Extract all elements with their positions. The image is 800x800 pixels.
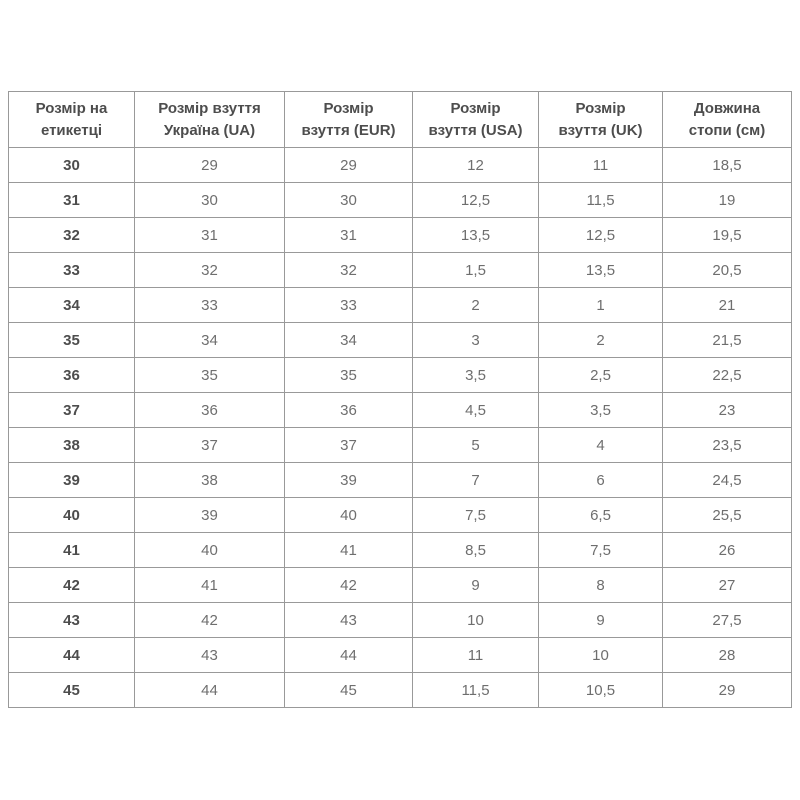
cell-ua-size: 33 [135,288,285,323]
cell-label-size: 35 [9,323,135,358]
cell-uk-size: 8 [539,568,663,603]
cell-ua-size: 31 [135,218,285,253]
table-row [9,498,792,533]
cell-eur-size: 42 [285,568,413,603]
cell-foot-length: 27 [663,568,792,603]
cell-ua-size: 41 [135,568,285,603]
column-header-label-size [9,92,135,148]
cell-uk-size: 6 [539,463,663,498]
cell-eur-size: 44 [285,638,413,673]
header-line: взуття (EUR) [301,121,396,139]
cell-usa-size: 5 [413,428,539,463]
table-row [9,673,792,708]
table-container [8,91,792,708]
cell-ua-size: 43 [135,638,285,673]
header-line: Довжина [693,99,761,117]
cell-ua-size: 38 [135,463,285,498]
cell-foot-length: 22,5 [663,358,792,393]
cell-foot-length: 19 [663,183,792,218]
cell-foot-length: 24,5 [663,463,792,498]
header-line: Розмір на [35,99,108,117]
cell-usa-size: 11,5 [413,673,539,708]
table-row [9,148,792,183]
cell-ua-size: 39 [135,498,285,533]
cell-eur-size: 32 [285,253,413,288]
header-line: етикетці [40,121,103,139]
cell-uk-size: 11 [539,148,663,183]
table-row [9,323,792,358]
cell-label-size: 33 [9,253,135,288]
cell-uk-size: 1 [539,288,663,323]
cell-foot-length: 27,5 [663,603,792,638]
cell-label-size: 37 [9,393,135,428]
cell-foot-length: 23 [663,393,792,428]
cell-label-size: 38 [9,428,135,463]
column-header-usa-size [413,92,539,148]
cell-label-size: 40 [9,498,135,533]
cell-foot-length: 28 [663,638,792,673]
cell-ua-size: 29 [135,148,285,183]
table-header [9,92,792,148]
cell-eur-size: 30 [285,183,413,218]
cell-foot-length: 20,5 [663,253,792,288]
cell-usa-size: 2 [413,288,539,323]
table-row [9,638,792,673]
header-line: взуття (UK) [558,121,643,139]
cell-ua-size: 44 [135,673,285,708]
cell-ua-size: 36 [135,393,285,428]
cell-usa-size: 10 [413,603,539,638]
column-header-foot-length [663,92,792,148]
cell-label-size: 39 [9,463,135,498]
column-header-ua-size [135,92,285,148]
cell-uk-size: 11,5 [539,183,663,218]
table-body [9,148,792,708]
table-row [9,358,792,393]
cell-uk-size: 2,5 [539,358,663,393]
cell-label-size: 32 [9,218,135,253]
cell-eur-size: 31 [285,218,413,253]
table-row [9,393,792,428]
cell-label-size: 41 [9,533,135,568]
cell-label-size: 42 [9,568,135,603]
cell-uk-size: 12,5 [539,218,663,253]
header-line: Розмір взуття [158,99,261,117]
cell-label-size: 44 [9,638,135,673]
cell-usa-size: 13,5 [413,218,539,253]
cell-ua-size: 30 [135,183,285,218]
cell-uk-size: 4 [539,428,663,463]
cell-eur-size: 35 [285,358,413,393]
header-line: стопи (см) [688,121,766,139]
table-row [9,288,792,323]
cell-uk-size: 3,5 [539,393,663,428]
cell-foot-length: 25,5 [663,498,792,533]
cell-label-size: 36 [9,358,135,393]
cell-ua-size: 37 [135,428,285,463]
cell-eur-size: 34 [285,323,413,358]
cell-foot-length: 18,5 [663,148,792,183]
cell-uk-size: 6,5 [539,498,663,533]
header-line: Розмір [450,99,501,117]
table-row [9,603,792,638]
header-line: Україна (UA) [163,121,256,139]
header-line: Розмір [575,99,626,117]
cell-label-size: 43 [9,603,135,638]
cell-eur-size: 36 [285,393,413,428]
cell-eur-size: 45 [285,673,413,708]
column-header-uk-size [539,92,663,148]
cell-eur-size: 33 [285,288,413,323]
cell-eur-size: 29 [285,148,413,183]
cell-eur-size: 43 [285,603,413,638]
table-row [9,428,792,463]
cell-usa-size: 12 [413,148,539,183]
cell-label-size: 45 [9,673,135,708]
header-row [9,92,792,148]
cell-eur-size: 37 [285,428,413,463]
cell-foot-length: 21,5 [663,323,792,358]
cell-ua-size: 34 [135,323,285,358]
cell-usa-size: 8,5 [413,533,539,568]
cell-eur-size: 40 [285,498,413,533]
cell-usa-size: 9 [413,568,539,603]
header-line: Розмір [323,99,374,117]
cell-usa-size: 1,5 [413,253,539,288]
cell-label-size: 31 [9,183,135,218]
table-row [9,218,792,253]
table-row [9,253,792,288]
cell-foot-length: 21 [663,288,792,323]
header-line: взуття (USA) [428,121,523,139]
shoe-size-conversion-table [8,91,792,708]
cell-foot-length: 29 [663,673,792,708]
cell-foot-length: 26 [663,533,792,568]
cell-foot-length: 19,5 [663,218,792,253]
cell-uk-size: 10,5 [539,673,663,708]
table-row [9,568,792,603]
table-row [9,463,792,498]
cell-eur-size: 41 [285,533,413,568]
cell-uk-size: 10 [539,638,663,673]
table-row [9,183,792,218]
cell-ua-size: 35 [135,358,285,393]
cell-ua-size: 40 [135,533,285,568]
cell-usa-size: 7,5 [413,498,539,533]
cell-usa-size: 11 [413,638,539,673]
cell-usa-size: 3,5 [413,358,539,393]
cell-eur-size: 39 [285,463,413,498]
cell-uk-size: 7,5 [539,533,663,568]
column-header-eur-size [285,92,413,148]
cell-ua-size: 42 [135,603,285,638]
cell-uk-size: 2 [539,323,663,358]
cell-ua-size: 32 [135,253,285,288]
cell-foot-length: 23,5 [663,428,792,463]
table-row [9,533,792,568]
cell-usa-size: 7 [413,463,539,498]
cell-uk-size: 13,5 [539,253,663,288]
cell-usa-size: 12,5 [413,183,539,218]
cell-uk-size: 9 [539,603,663,638]
cell-label-size: 34 [9,288,135,323]
cell-usa-size: 3 [413,323,539,358]
cell-label-size: 30 [9,148,135,183]
cell-usa-size: 4,5 [413,393,539,428]
